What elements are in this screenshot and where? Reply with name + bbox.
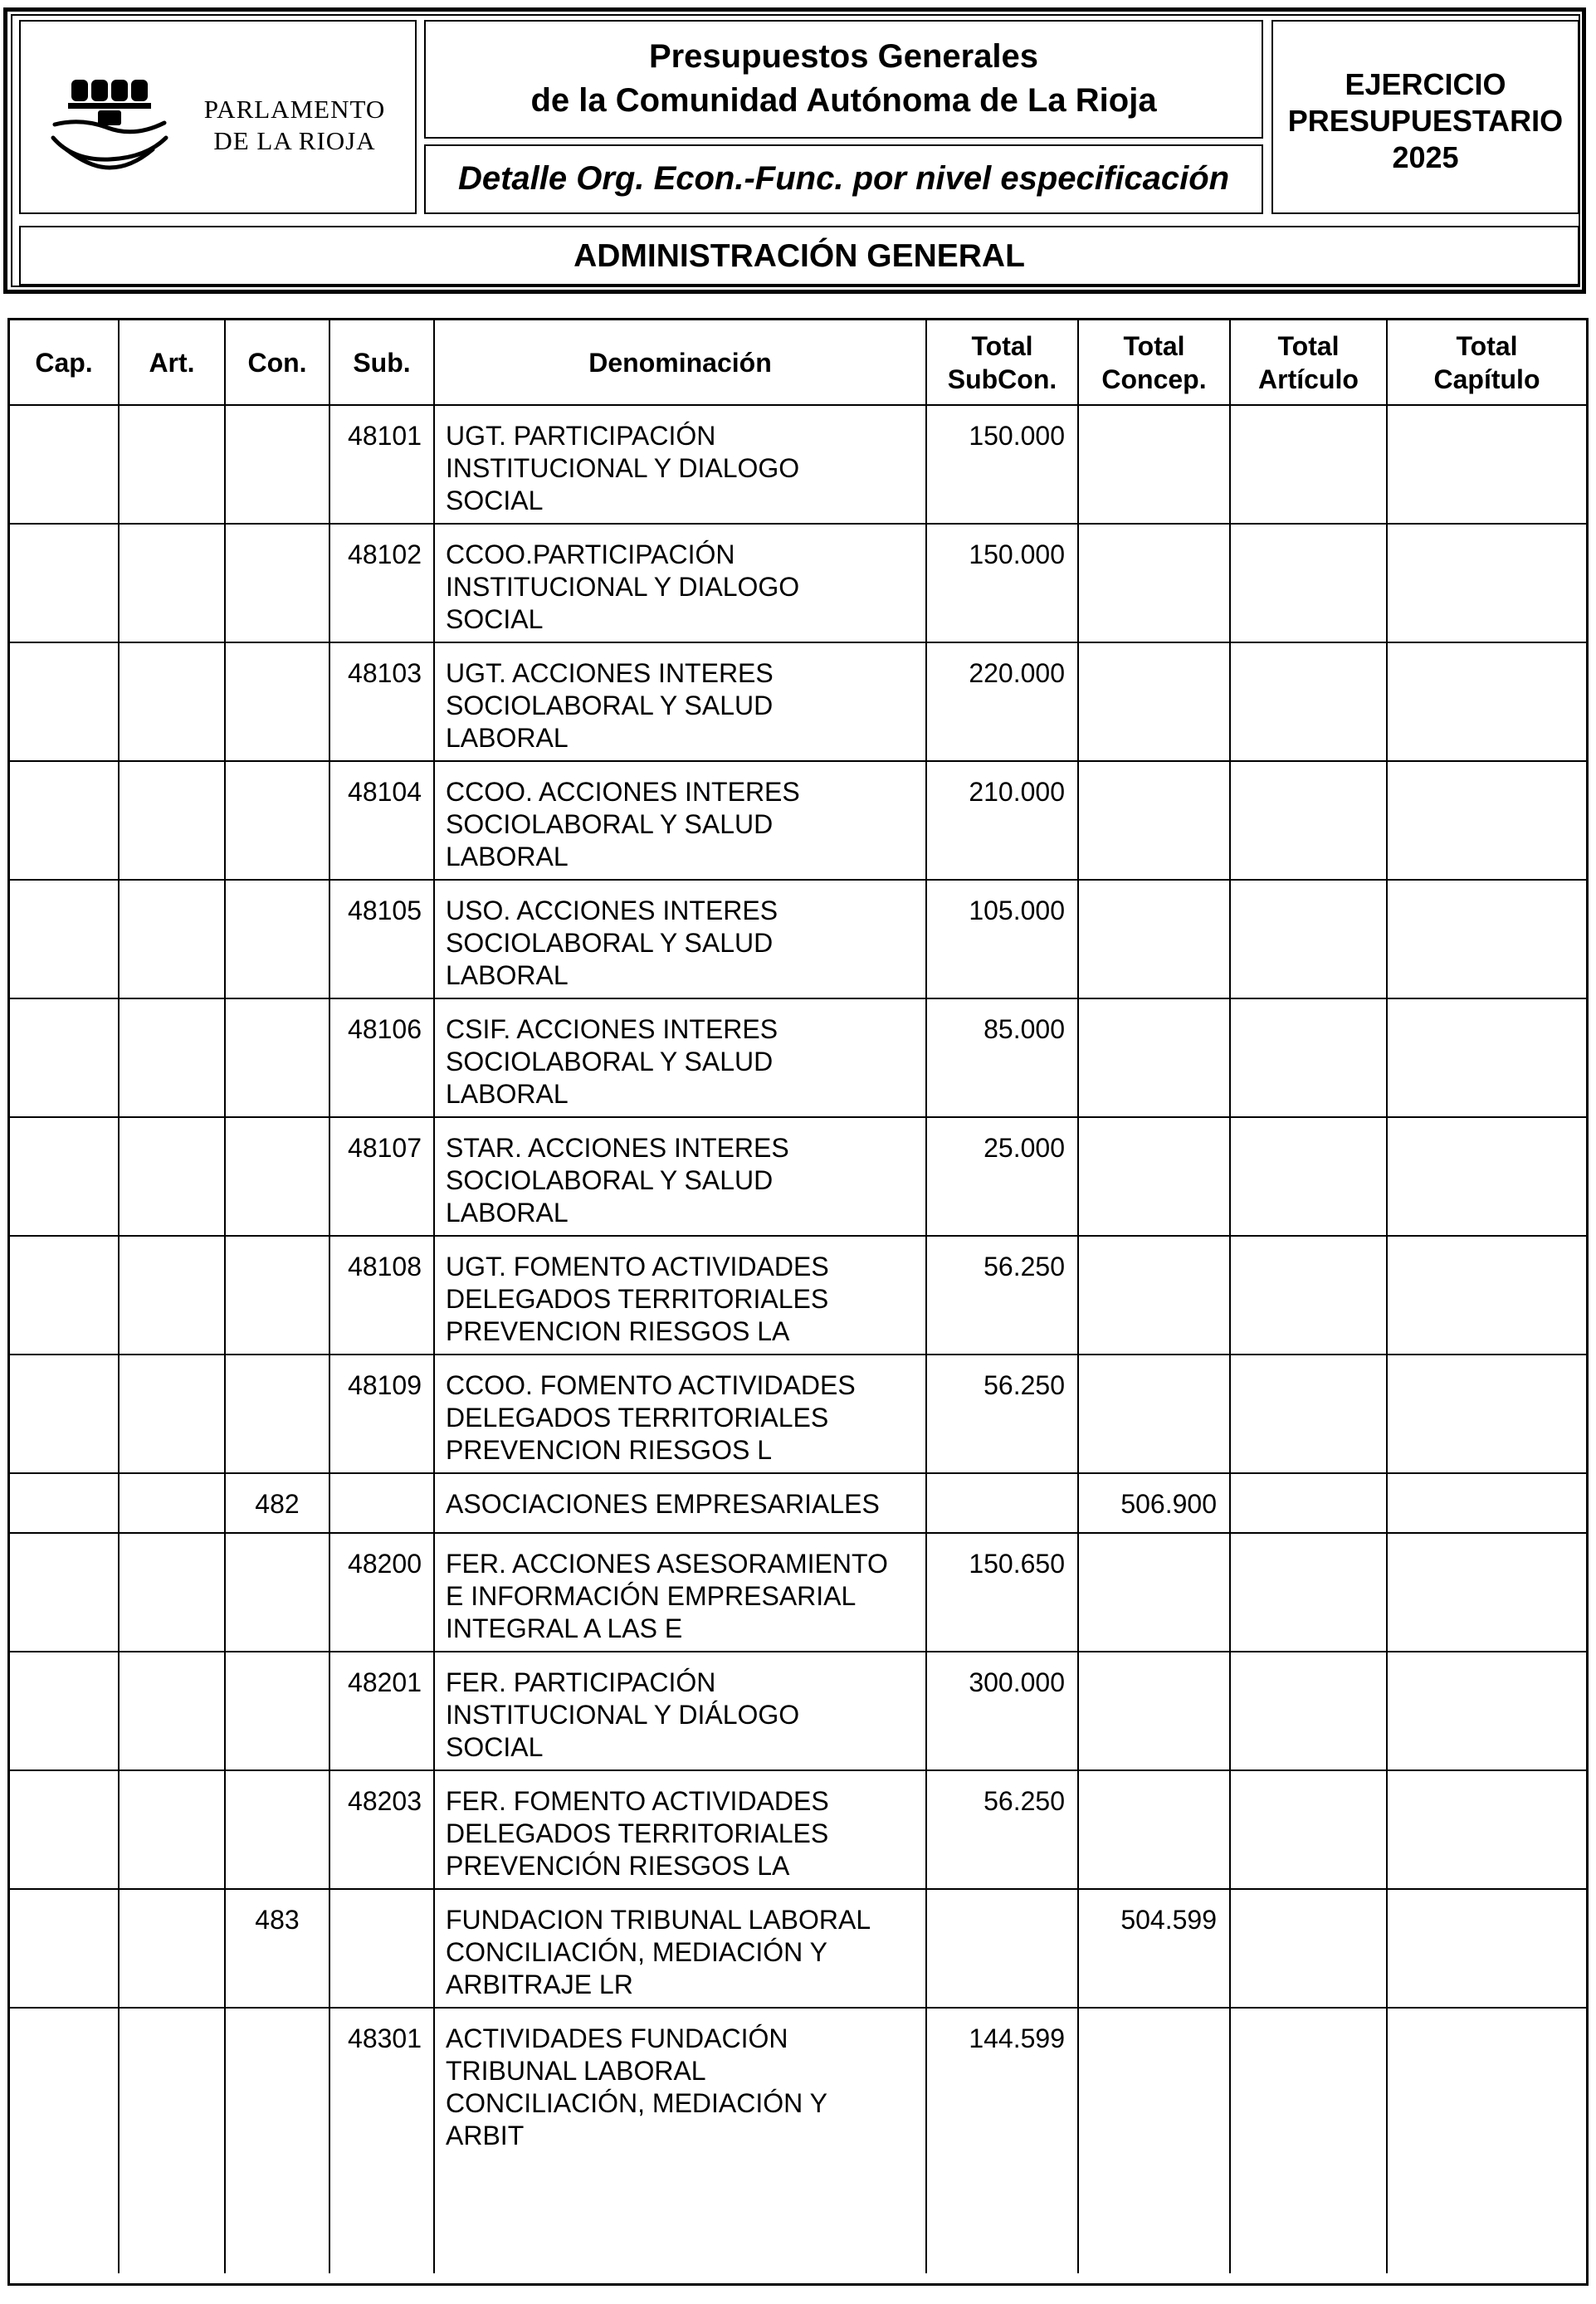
cell-total-subcon: 150.000: [926, 524, 1078, 642]
cell-art: [119, 998, 225, 1117]
col-header-art: Art.: [119, 320, 225, 405]
cell-total-capitulo: [1387, 761, 1586, 880]
cell-total-concep: [1078, 761, 1230, 880]
denominacion-line: CSIF. ACCIONES INTERES: [446, 1014, 778, 1044]
cell-con: [225, 2008, 329, 2273]
cell-cap: [10, 1117, 119, 1236]
cell-total-capitulo: [1387, 1117, 1586, 1236]
cell-denominacion: [434, 405, 926, 524]
denominacion-line: PREVENCION RIESGOS L: [446, 1435, 772, 1465]
denominacion-line: INTEGRAL A LAS E: [446, 1613, 683, 1643]
cell-art: [119, 1533, 225, 1652]
denominacion-line: E INFORMACIÓN EMPRESARIAL: [446, 1581, 857, 1611]
cell-sub: 48106: [329, 998, 434, 1117]
logo-text-line2: DE LA RIOJA: [213, 126, 376, 155]
cell-total-concep: 506.900: [1078, 1473, 1230, 1533]
cell-total-subcon: 220.000: [926, 642, 1078, 761]
table-row: [10, 1652, 1586, 1770]
cell-total-concep: [1078, 1236, 1230, 1355]
denominacion-line: SOCIOLABORAL Y SALUD: [446, 1165, 774, 1195]
cell-total-concep: [1078, 1652, 1230, 1770]
col-header-total-concep-l1: Total: [1123, 330, 1185, 361]
cell-con: [225, 1117, 329, 1236]
denominacion-line: PREVENCIÓN RIESGOS LA: [446, 1851, 790, 1881]
cell-art: [119, 1770, 225, 1889]
denominacion-line: CONCILIACIÓN, MEDIACIÓN Y: [446, 1937, 827, 1967]
document-title-line2: de la Comunidad Autónoma de La Rioja: [530, 82, 1157, 119]
budget-table: [10, 320, 1586, 2273]
col-header-total-capitulo-l2: Capítulo: [1433, 364, 1540, 394]
cell-total-concep: [1078, 1533, 1230, 1652]
table-row: [10, 1889, 1586, 2008]
cell-cap: [10, 880, 119, 998]
cell-total-subcon: [926, 1473, 1078, 1533]
cell-cap: [10, 1652, 119, 1770]
cell-total-articulo: [1230, 761, 1387, 880]
table-row: [10, 524, 1586, 642]
cell-denominacion: [434, 524, 926, 642]
cell-total-articulo: [1230, 1473, 1387, 1533]
cell-total-concep: 504.599: [1078, 1889, 1230, 2008]
cell-total-capitulo: [1387, 405, 1586, 524]
col-header-sub: Sub.: [329, 320, 434, 405]
cell-cap: [10, 998, 119, 1117]
cell-total-articulo: [1230, 1355, 1387, 1473]
cell-total-concep: [1078, 1117, 1230, 1236]
cell-denominacion: [434, 1533, 926, 1652]
cell-cap: [10, 642, 119, 761]
fiscal-year-line1: EJERCICIO: [1345, 67, 1506, 101]
cell-total-capitulo: [1387, 1652, 1586, 1770]
cell-total-subcon: 210.000: [926, 761, 1078, 880]
cell-con: [225, 880, 329, 998]
cell-cap: [10, 1533, 119, 1652]
document-title-line1: Presupuestos Generales: [648, 38, 1039, 75]
logo-text-line1: PARLAMENTO: [203, 95, 386, 124]
cell-total-capitulo: [1387, 1473, 1586, 1533]
denominacion-line: DELEGADOS TERRITORIALES: [446, 1403, 829, 1433]
cell-sub: 48107: [329, 1117, 434, 1236]
cell-cap: [10, 1770, 119, 1889]
cell-total-capitulo: [1387, 880, 1586, 998]
table-row: [10, 880, 1586, 998]
table-row: [10, 1355, 1586, 1473]
table-row: [10, 998, 1586, 1117]
cell-art: [119, 761, 225, 880]
cell-total-capitulo: [1387, 1236, 1586, 1355]
col-header-total-articulo: [1230, 320, 1387, 405]
cell-sub: 48200: [329, 1533, 434, 1652]
cell-sub: 48105: [329, 880, 434, 998]
denominacion-line: ARBITRAJE LR: [446, 1970, 633, 1999]
title-box: [424, 20, 1263, 139]
cell-sub: 48103: [329, 642, 434, 761]
cell-total-articulo: [1230, 1652, 1387, 1770]
cell-total-subcon: 56.250: [926, 1236, 1078, 1355]
table-header-row: [10, 320, 1586, 405]
cell-total-subcon: [926, 1889, 1078, 2008]
col-header-total-articulo-l2: Artículo: [1258, 364, 1359, 394]
cell-denominacion: [434, 642, 926, 761]
cell-sub: [329, 1889, 434, 2008]
cell-cap: [10, 1236, 119, 1355]
cell-total-subcon: 56.250: [926, 1770, 1078, 1889]
cell-total-articulo: [1230, 1236, 1387, 1355]
cell-denominacion: [434, 880, 926, 998]
denominacion-line: UGT. FOMENTO ACTIVIDADES: [446, 1252, 829, 1281]
cell-total-capitulo: [1387, 1770, 1586, 1889]
cell-sub: 48201: [329, 1652, 434, 1770]
denominacion-line: SOCIAL: [446, 1732, 544, 1762]
cell-art: [119, 1652, 225, 1770]
cell-sub: 48104: [329, 761, 434, 880]
cell-cap: [10, 1889, 119, 2008]
denominacion-line: DELEGADOS TERRITORIALES: [446, 1284, 829, 1314]
cell-denominacion: [434, 1889, 926, 2008]
cell-sub: 48101: [329, 405, 434, 524]
table-body: [10, 405, 1586, 2273]
cell-sub: 48102: [329, 524, 434, 642]
cell-total-capitulo: [1387, 2008, 1586, 2273]
cell-cap: [10, 761, 119, 880]
table-row: [10, 1236, 1586, 1355]
cell-total-articulo: [1230, 524, 1387, 642]
denominacion-line: DELEGADOS TERRITORIALES: [446, 1818, 829, 1848]
denominacion-line: PREVENCION RIESGOS LA: [446, 1316, 790, 1346]
cell-total-concep: [1078, 998, 1230, 1117]
cell-total-subcon: 85.000: [926, 998, 1078, 1117]
cell-art: [119, 1473, 225, 1533]
col-header-total-subcon-l2: SubCon.: [947, 364, 1057, 394]
denominacion-line: ARBIT: [446, 2121, 525, 2150]
cell-total-articulo: [1230, 1889, 1387, 2008]
col-header-total-subcon: [926, 320, 1078, 405]
cell-con: [225, 405, 329, 524]
cell-art: [119, 405, 225, 524]
cell-total-capitulo: [1387, 998, 1586, 1117]
denominacion-line: CCOO. ACCIONES INTERES: [446, 777, 800, 807]
cell-cap: [10, 1355, 119, 1473]
col-header-total-capitulo: [1387, 320, 1586, 405]
cell-total-capitulo: [1387, 1355, 1586, 1473]
cell-denominacion: [434, 998, 926, 1117]
fiscal-year-value: 2025: [1392, 140, 1459, 174]
col-header-cap: Cap.: [10, 320, 119, 405]
denominacion-line: SOCIOLABORAL Y SALUD: [446, 809, 774, 839]
denominacion-line: LABORAL: [446, 723, 569, 753]
denominacion-line: TRIBUNAL LABORAL: [446, 2056, 706, 2086]
cell-cap: [10, 524, 119, 642]
subtitle-box: [424, 144, 1263, 214]
denominacion-line: USO. ACCIONES INTERES: [446, 896, 778, 925]
denominacion-line: UGT. ACCIONES INTERES: [446, 658, 774, 688]
cell-total-articulo: [1230, 642, 1387, 761]
cell-art: [119, 880, 225, 998]
cell-total-articulo: [1230, 1533, 1387, 1652]
cell-art: [119, 1889, 225, 2008]
fiscal-year-line2: PRESUPUESTARIO: [1287, 104, 1564, 138]
cell-con: [225, 1770, 329, 1889]
denominacion-line: SOCIAL: [446, 486, 544, 515]
cell-denominacion: [434, 1652, 926, 1770]
cell-total-concep: [1078, 405, 1230, 524]
col-header-total-capitulo-l1: Total: [1456, 330, 1518, 361]
denominacion-line: ASOCIACIONES EMPRESARIALES: [446, 1489, 880, 1519]
cell-con: [225, 998, 329, 1117]
cell-denominacion: [434, 2008, 926, 2273]
denominacion-line: FUNDACION TRIBUNAL LABORAL: [446, 1905, 871, 1935]
denominacion-line: FER. ACCIONES ASESORAMIENTO: [446, 1549, 888, 1579]
parliament-logo-box: [19, 20, 417, 214]
col-header-total-concep-l2: Concep.: [1101, 364, 1207, 394]
cell-total-subcon: 56.250: [926, 1355, 1078, 1473]
table-row: [10, 642, 1586, 761]
cell-total-concep: [1078, 880, 1230, 998]
denominacion-line: CCOO.PARTICIPACIÓN: [446, 539, 735, 569]
cell-con: [225, 1355, 329, 1473]
denominacion-line: INSTITUCIONAL Y DIÁLOGO: [446, 1700, 800, 1730]
denominacion-line: LABORAL: [446, 1198, 569, 1228]
cell-cap: [10, 1473, 119, 1533]
cell-art: [119, 1117, 225, 1236]
denominacion-line: SOCIAL: [446, 604, 544, 634]
cell-art: [119, 524, 225, 642]
denominacion-line: UGT. PARTICIPACIÓN: [446, 421, 716, 451]
table-row: [10, 1473, 1586, 1533]
cell-art: [119, 642, 225, 761]
cell-total-subcon: 150.000: [926, 405, 1078, 524]
cell-denominacion: [434, 1355, 926, 1473]
cell-total-concep: [1078, 1770, 1230, 1889]
cell-denominacion: [434, 1473, 926, 1533]
cell-total-subcon: 150.650: [926, 1533, 1078, 1652]
cell-total-capitulo: [1387, 1889, 1586, 2008]
cell-total-capitulo: [1387, 1533, 1586, 1652]
cell-total-articulo: [1230, 1770, 1387, 1889]
col-header-total-articulo-l1: Total: [1277, 330, 1340, 361]
cell-total-articulo: [1230, 405, 1387, 524]
cell-cap: [10, 405, 119, 524]
col-header-total-concep: [1078, 320, 1230, 405]
denominacion-line: INSTITUCIONAL Y DIALOGO: [446, 453, 800, 483]
cell-total-concep: [1078, 1355, 1230, 1473]
cell-sub: 48203: [329, 1770, 434, 1889]
document-subtitle: Detalle Org. Econ.-Func. por nivel especificación: [457, 160, 1230, 197]
denominacion-line: ACTIVIDADES FUNDACIÓN: [446, 2023, 788, 2053]
cell-total-capitulo: [1387, 642, 1586, 761]
denominacion-line: SOCIOLABORAL Y SALUD: [446, 1047, 774, 1076]
cell-art: [119, 1355, 225, 1473]
denominacion-line: FER. PARTICIPACIÓN: [446, 1667, 716, 1697]
denominacion-line: LABORAL: [446, 960, 569, 990]
table-row: [10, 1117, 1586, 1236]
cell-total-subcon: 105.000: [926, 880, 1078, 998]
table-row: [10, 761, 1586, 880]
organization-box: [19, 226, 1579, 286]
cell-con: [225, 1652, 329, 1770]
organization-title: ADMINISTRACIÓN GENERAL: [573, 238, 1025, 274]
table-row: [10, 405, 1586, 524]
cell-total-subcon: 300.000: [926, 1652, 1078, 1770]
cell-con: [225, 1533, 329, 1652]
budget-table-frame: [7, 318, 1589, 2286]
cell-sub: 48108: [329, 1236, 434, 1355]
cell-total-articulo: [1230, 1117, 1387, 1236]
denominacion-line: LABORAL: [446, 1079, 569, 1109]
fiscal-year-box: [1271, 20, 1579, 214]
cell-denominacion: [434, 1770, 926, 1889]
cell-con: [225, 524, 329, 642]
cell-art: [119, 1236, 225, 1355]
cell-con: [225, 761, 329, 880]
col-header-con: Con.: [225, 320, 329, 405]
denominacion-line: INSTITUCIONAL Y DIALOGO: [446, 572, 800, 602]
cell-total-articulo: [1230, 2008, 1387, 2273]
cell-con: [225, 642, 329, 761]
cell-con: 482: [225, 1473, 329, 1533]
cell-denominacion: [434, 1236, 926, 1355]
cell-denominacion: [434, 761, 926, 880]
cell-total-subcon: 144.599: [926, 2008, 1078, 2273]
cell-sub: 48301: [329, 2008, 434, 2273]
cell-total-subcon: 25.000: [926, 1117, 1078, 1236]
denominacion-line: FER. FOMENTO ACTIVIDADES: [446, 1786, 829, 1816]
table-row: [10, 2008, 1586, 2273]
table-row: [10, 1533, 1586, 1652]
denominacion-line: SOCIOLABORAL Y SALUD: [446, 691, 774, 720]
denominacion-line: CCOO. FOMENTO ACTIVIDADES: [446, 1370, 856, 1400]
parliament-emblem-icon: [48, 55, 173, 179]
cell-art: [119, 2008, 225, 2273]
cell-sub: [329, 1473, 434, 1533]
cell-con: 483: [225, 1889, 329, 2008]
cell-denominacion: [434, 1117, 926, 1236]
denominacion-line: LABORAL: [446, 842, 569, 871]
cell-con: [225, 1236, 329, 1355]
cell-total-concep: [1078, 524, 1230, 642]
cell-total-articulo: [1230, 880, 1387, 998]
denominacion-line: CONCILIACIÓN, MEDIACIÓN Y: [446, 2088, 827, 2118]
denominacion-line: SOCIOLABORAL Y SALUD: [446, 928, 774, 958]
cell-total-articulo: [1230, 998, 1387, 1117]
cell-total-concep: [1078, 642, 1230, 761]
cell-cap: [10, 2008, 119, 2273]
col-header-denominacion: Denominación: [434, 320, 926, 405]
cell-total-capitulo: [1387, 524, 1586, 642]
table-row: [10, 1770, 1586, 1889]
cell-sub: 48109: [329, 1355, 434, 1473]
col-header-total-subcon-l1: Total: [971, 330, 1033, 361]
denominacion-line: STAR. ACCIONES INTERES: [446, 1133, 789, 1163]
cell-total-concep: [1078, 2008, 1230, 2273]
